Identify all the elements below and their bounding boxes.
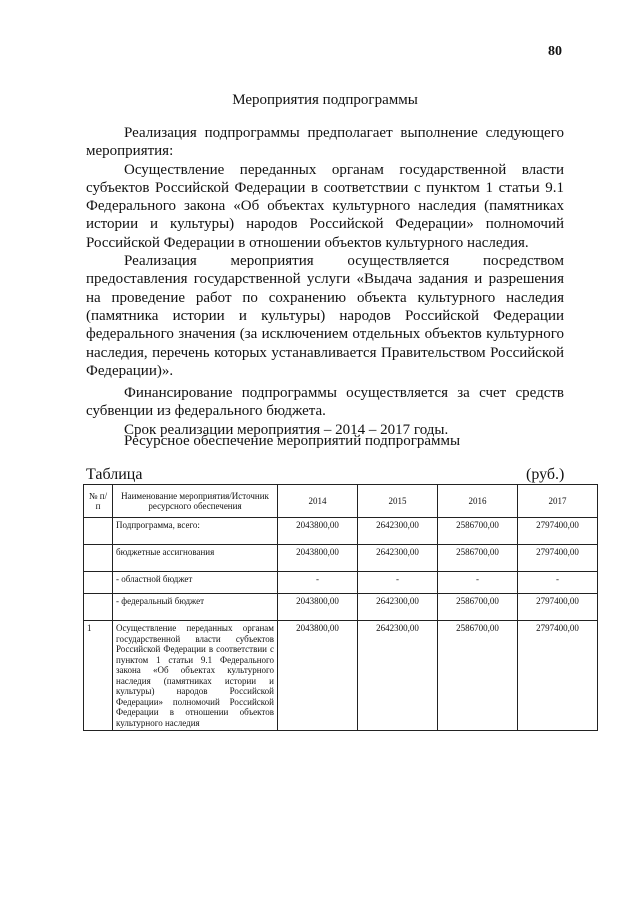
paragraph: Срок реализации мероприятия – 2014 – 2017 годы.: [124, 421, 449, 438]
table-row: [84, 545, 598, 572]
table-row: [84, 518, 598, 545]
row-value: 2043800,00: [278, 545, 358, 572]
row-value: 2797400,00: [518, 621, 598, 731]
table-unit: (руб.): [526, 466, 565, 483]
header-2017: 2017: [518, 485, 598, 518]
row-value: 2642300,00: [358, 545, 438, 572]
table-caption: Таблица: [86, 466, 143, 483]
row-value: 2043800,00: [278, 518, 358, 545]
table-row: [84, 572, 598, 594]
header-no: № п/п: [84, 485, 113, 518]
table-row: [84, 621, 598, 731]
header-name: Наименование мероприятия/Источник ресурсного обеспечения: [113, 485, 278, 518]
row-no: [84, 594, 113, 621]
row-value: 2797400,00: [518, 594, 598, 621]
row-no: 1: [84, 621, 113, 731]
body-text: [86, 124, 564, 439]
row-value: -: [358, 572, 438, 594]
row-value: 2797400,00: [518, 545, 598, 572]
row-value: 2797400,00: [518, 518, 598, 545]
row-name: - федеральный бюджет: [113, 594, 278, 621]
paragraph: Финансирование подпрограммы осуществляется за счет средств субвенции из федерального бюджета.: [86, 385, 564, 420]
row-value: -: [438, 572, 518, 594]
header-2016: 2016: [438, 485, 518, 518]
row-value: 2642300,00: [358, 518, 438, 545]
row-value: 2642300,00: [358, 594, 438, 621]
row-value: 2043800,00: [278, 594, 358, 621]
row-name: Осуществление переданных органам государственной власти субъектов Российской Федерации в соответствии с пунктом 1 статьи 9.1 Федерального закона «Об объектах культурного наследия (памятниках истории и культуры) народов Российской Федерации» полномочий Российской Федерации в отношении объектов культурного наследия: [113, 621, 278, 731]
row-value: -: [518, 572, 598, 594]
row-no: [84, 545, 113, 572]
row-name: Подпрограмма, всего:: [113, 518, 278, 545]
paragraph: Реализация мероприятия осуществляется посредством предоставления государственной услуги «Выдача задания и разрешения на проведение работ по сохранению объекта культурного наследия (памятника истории и культуры) народов Российской Федерации федерального значения (за исключением отдельных объектов культурного наследия, перечень которых устанавливается Правительством Российской Федерации)».: [86, 253, 564, 379]
row-value: 2586700,00: [438, 594, 518, 621]
row-no: [84, 572, 113, 594]
row-value: 2586700,00: [438, 545, 518, 572]
table-header-row: [84, 485, 598, 518]
header-2015: 2015: [358, 485, 438, 518]
paragraph: Осуществление переданных органам государственной власти субъектов Российской Федерации в соответствии с пунктом 1 статьи 9.1 Федерального закона «Об объектах культурного наследия (памятниках истории и культуры) народов Российской Федерации» полномочий Российской Федерации в отношении объектов культурного наследия.: [86, 161, 564, 251]
row-value: -: [278, 572, 358, 594]
table-row: [84, 594, 598, 621]
row-name: - областной бюджет: [113, 572, 278, 594]
section-title: Мероприятия подпрограммы: [232, 92, 418, 108]
funding-table: [83, 484, 598, 731]
row-value: 2043800,00: [278, 621, 358, 731]
row-value: 2642300,00: [358, 621, 438, 731]
row-value: 2586700,00: [438, 518, 518, 545]
resource-title: Ресурсное обеспечение мероприятий подпрограммы: [124, 433, 461, 449]
page-number: 80: [548, 44, 562, 59]
header-2014: 2014: [278, 485, 358, 518]
paragraph: Реализация подпрограммы предполагает выполнение следующего мероприятия:: [86, 125, 564, 160]
row-no: [84, 518, 113, 545]
row-name: бюджетные ассигнования: [113, 545, 278, 572]
row-value: 2586700,00: [438, 621, 518, 731]
